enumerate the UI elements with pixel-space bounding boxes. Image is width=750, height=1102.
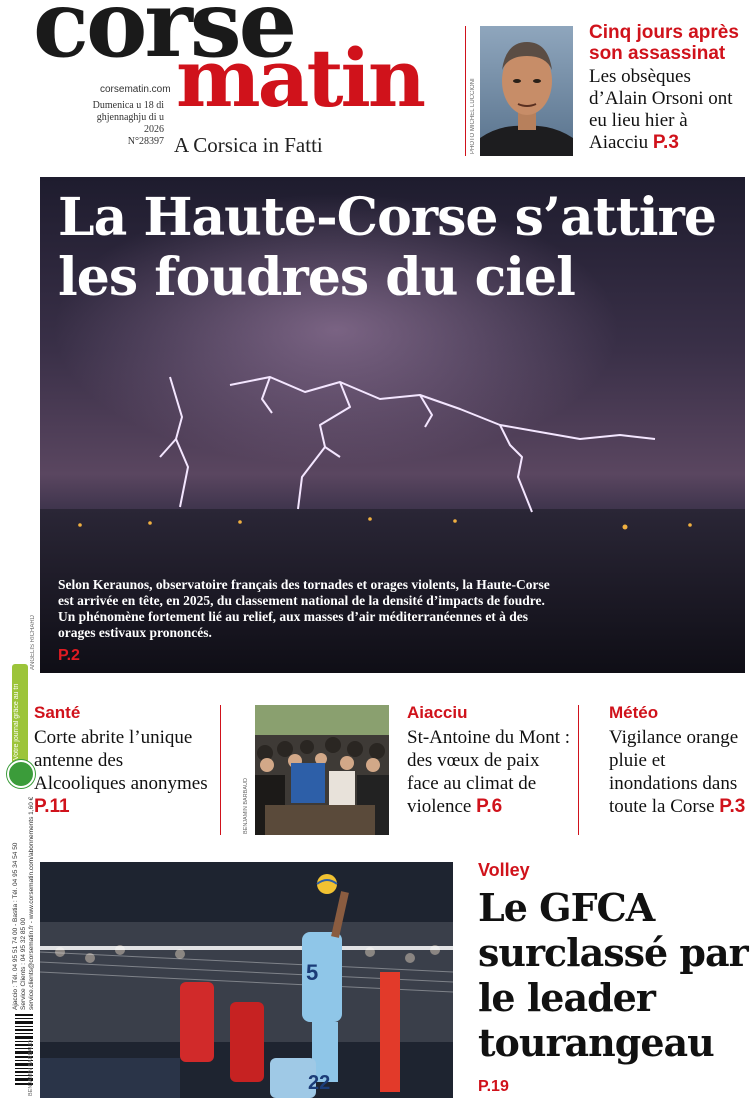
teaser-photo-credit: PHOTO MICHEL LUCCIONI [470,78,476,154]
jersey-number-back: 5 [306,960,319,985]
meteo-page-ref[interactable]: P.3 [719,796,746,817]
jersey-number-front: 22 [308,1072,331,1094]
aiacciu-kicker: Aiacciu [407,703,468,722]
masthead-date [92,100,164,148]
hero-photo-credit: ANGELIS RICHARD [30,614,36,670]
aiacciu-photo-credit: BENJAMIN BARBAUD [243,778,249,834]
top-divider [465,26,466,156]
column-divider [578,705,579,835]
volley-page-ref[interactable]: P.19 [478,1078,509,1095]
masthead-tagline: A Corsica in Fatti [174,133,323,157]
aiacciu-headline[interactable] [407,726,572,818]
teaser-kicker: Cinq jours après son assassinat [589,22,739,64]
sante-headline-text: Corte abrite l’unique antenne des Alcooliques anonymes [34,727,208,794]
meteo-headline-text: Vigilance orange pluie et inondations dans toute la Corse [609,727,739,817]
aiacciu-crowd-photo[interactable] [255,705,389,835]
recycling-icon [7,760,35,788]
meteo-headline[interactable] [609,726,749,818]
masthead-site[interactable]: corsematin.com [100,84,171,95]
volley-headline[interactable]: Le GFCA surclassé par le leader tourangeau [478,885,748,1065]
volley-photo-credit: BENJAMIN BARBAUD [28,1040,34,1096]
logo-matin: matin [176,31,423,125]
volley-kicker: Volley [478,860,530,880]
aiacciu-page-ref[interactable]: P.6 [476,796,503,817]
sante-kicker: Santé [34,703,81,722]
sante-headline[interactable] [34,726,214,818]
portrait-illustration [480,26,573,156]
teaser-portrait-photo[interactable] [480,26,573,156]
contact-web: service.clients@corsematin.fr - www.corsematin.com/abonnements [28,816,35,1010]
volley-illustration [40,862,453,1098]
teaser-headline-text: Les obsèques d’Alain Orsoni ont eu lieu hier à Aiacciu [589,66,733,153]
price: 1,60 € [28,796,35,815]
aiacciu-headline-text: St-Antoine du Mont : des vœux de paix face au climat de violence [407,727,571,817]
logo-corse: corse [33,0,295,78]
sante-page-ref[interactable]: P.11 [34,796,70,817]
volley-match-photo[interactable] [40,862,453,1098]
column-divider [220,705,221,835]
crowd-illustration [255,705,389,835]
contact-info [12,790,42,1010]
teaser-headline[interactable] [589,66,747,154]
hero-page-ref[interactable]: P.2 [58,647,80,664]
meteo-kicker: Météo [609,703,659,722]
masthead-date-text: Dumenica u 18 di ghjennaghju di u 2026 [92,100,164,135]
masthead-issue: N°28397 [127,136,164,147]
hero-headline[interactable]: La Haute-Corse s’attire les foudres du ciel [58,187,716,308]
contact-service: Service Clients : 04 95 32 85 00 [20,917,27,1010]
teaser-page-ref[interactable]: P.3 [652,132,679,153]
hero-body: Selon Keraunos, observatoire français des tornades et orages violents, la Haute-Corse est arrivée en tête, en 2025, du classement national de la densité d’impacts de foudre. Un phénomène fortement lié au relief, aux masses d’air méditerranéennes et à des orages estivaux prononcés. [58,577,550,640]
contact-phones: Ajaccio : Tél. 04 95 51 74 00 - Bastia : Tél. 04 95 34 54 50 [12,842,19,1010]
recycling-promo-text: Votre journal grâce au tri [13,683,20,760]
